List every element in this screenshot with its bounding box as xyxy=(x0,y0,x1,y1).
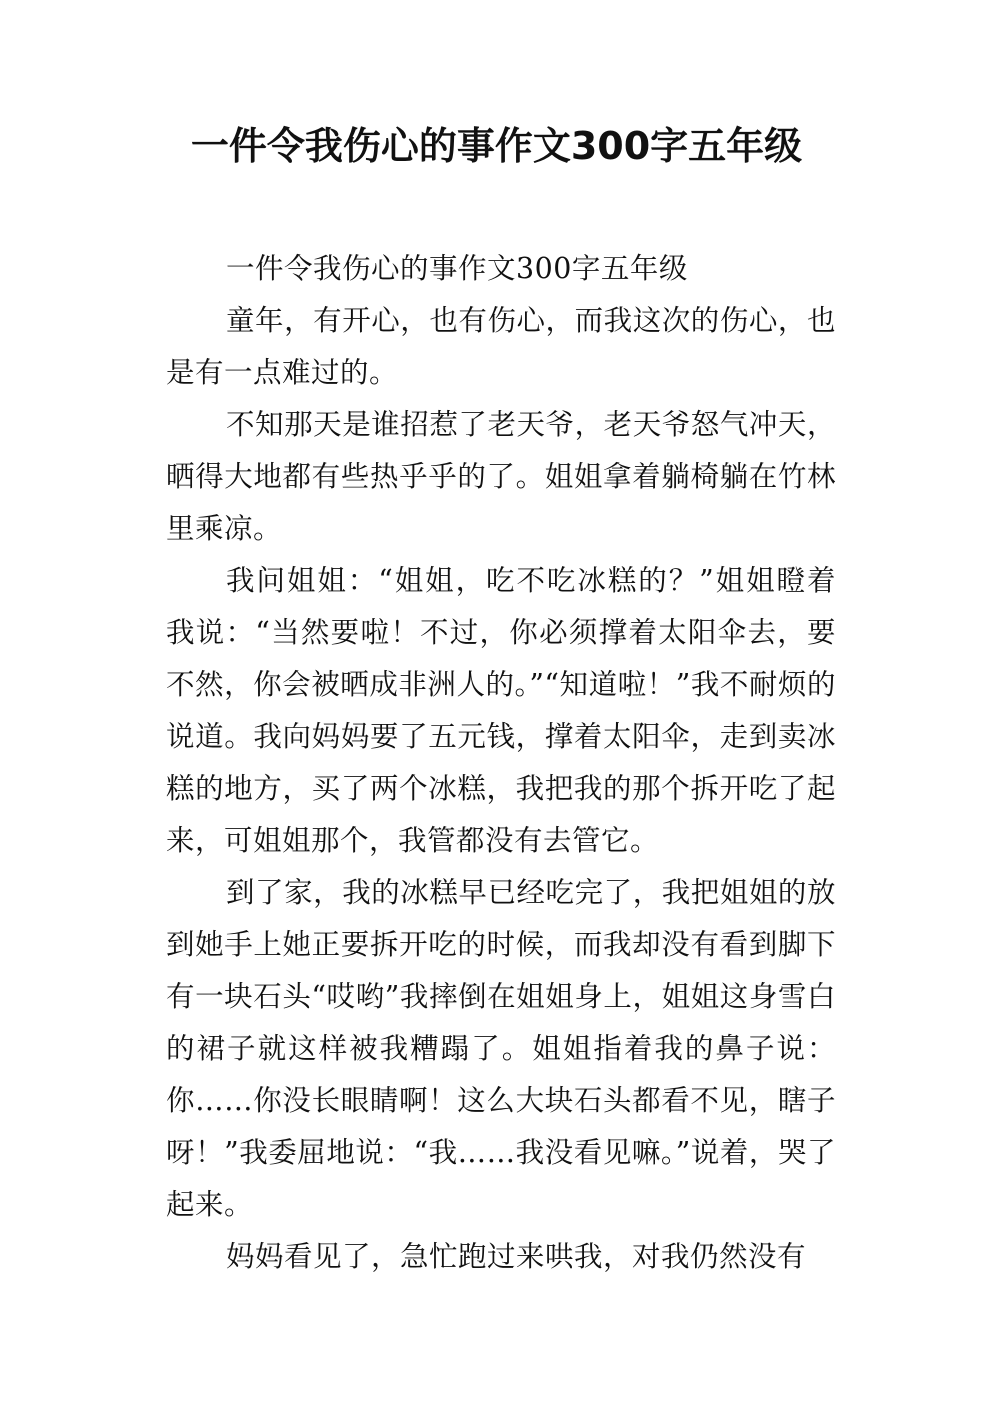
paragraph-1: 一件令我伤心的事作文300字五年级 xyxy=(226,252,688,285)
paragraph-2: 童年，有开心，也有伤心，而我这次的伤心，也是有一点难过的。 xyxy=(166,304,836,389)
document-body xyxy=(166,243,836,1283)
paragraph-5: 到了家，我的冰糕早已经吃完了，我把姐姐的放到她手上她正要拆开吃的时候，而我却没有看到脚下有一块石头“哎哟”我摔倒在姐姐身上，姐姐这身雪白的裙子就这样被我糟蹋了。姐姐指着我的鼻子说：你……你没长眼睛啊！这么大块石头都看不见，瞎子呀！”我委屈地说：“我……我没看见嘛。”说着，哭了起来。 xyxy=(166,876,836,1221)
paragraph-3: 不知那天是谁招惹了老天爷，老天爷怒气冲天，晒得大地都有些热乎乎的了。姐姐拿着躺椅躺在竹林里乘凉。 xyxy=(166,408,836,545)
paragraph-4: 我问姐姐：“姐姐，吃不吃冰糕的？”姐姐瞪着我说：“当然要啦！不过，你必须撑着太阳伞去，要不然，你会被晒成非洲人的。”“知道啦！”我不耐烦的说道。我向妈妈要了五元钱，撑着太阳伞，走到卖冰糕的地方，买了两个冰糕，我把我的那个拆开吃了起来，可姐姐那个，我管都没有去管它。 xyxy=(166,564,836,857)
document-title: 一件令我伤心的事作文300字五年级 xyxy=(190,124,803,168)
paragraph-6: 妈妈看见了，急忙跑过来哄我，对我仍然没有 xyxy=(226,1240,807,1273)
